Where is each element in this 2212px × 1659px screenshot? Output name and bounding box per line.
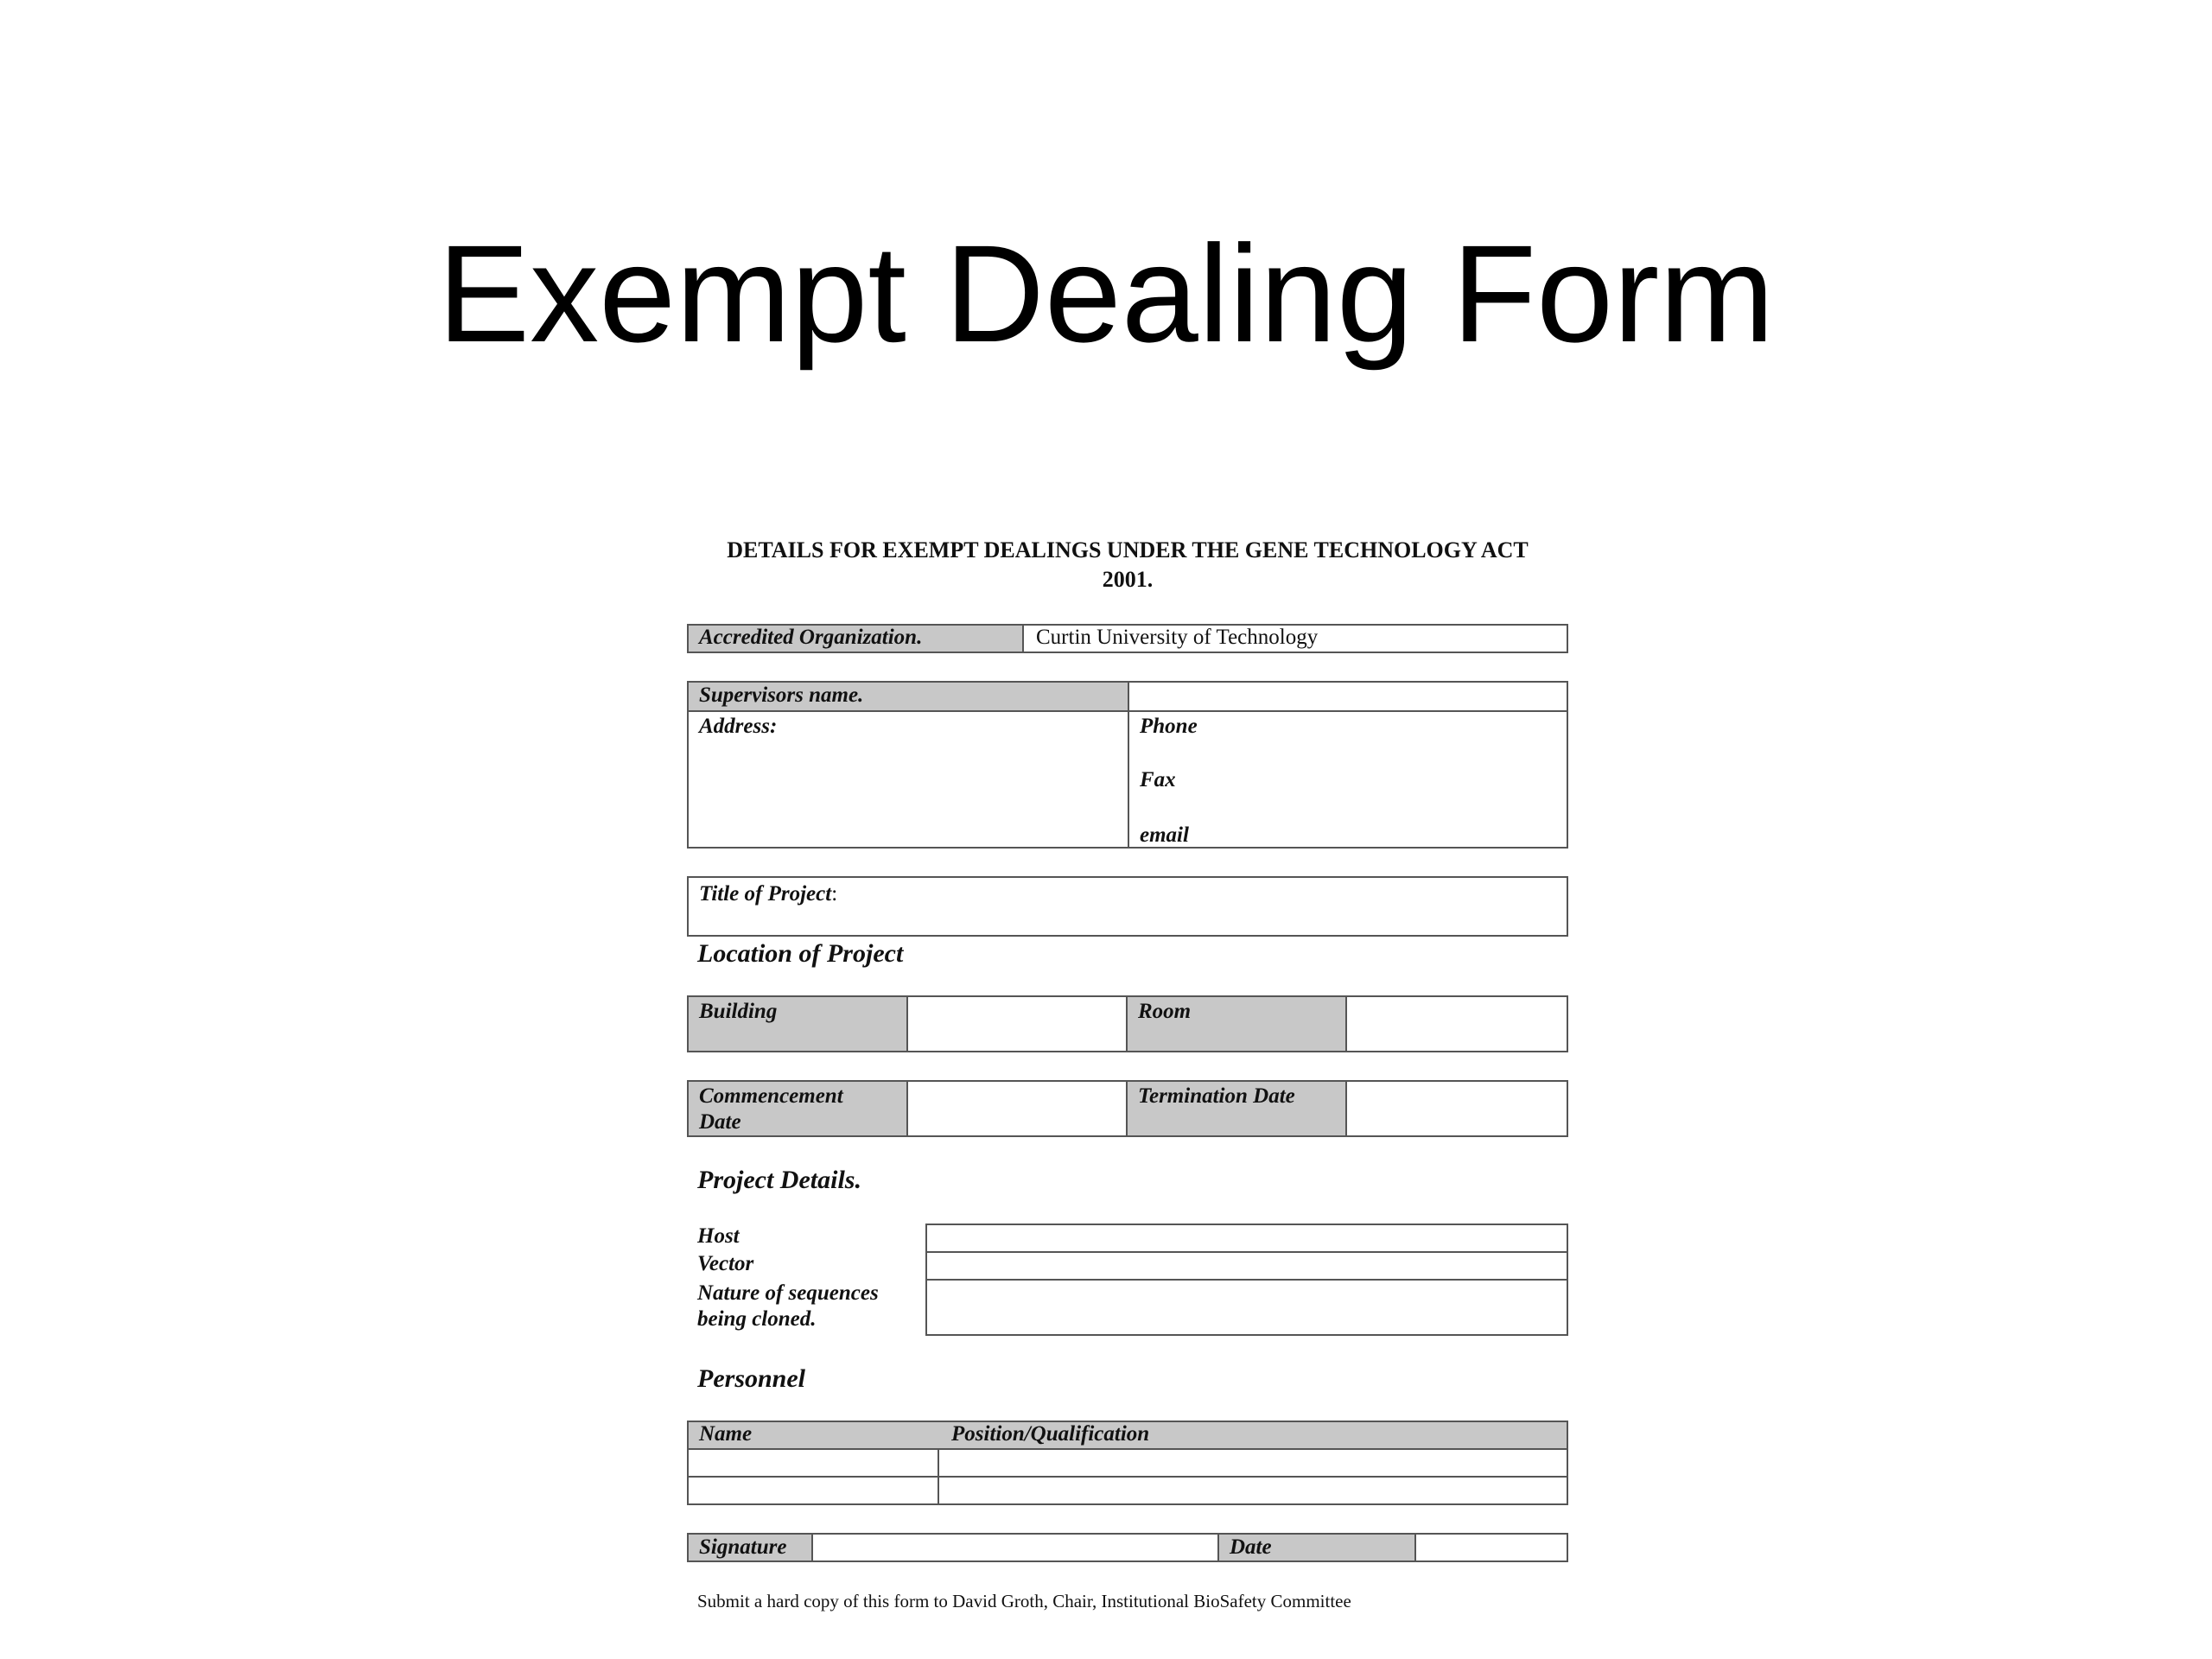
signature-field[interactable] [813, 1535, 1217, 1560]
commencement-date-field[interactable] [908, 1082, 1126, 1135]
commencement-date-label [689, 1082, 906, 1135]
nature-of-sequences-field[interactable] [925, 1279, 1568, 1336]
host-label: Host [697, 1224, 740, 1248]
personnel-name-field[interactable] [689, 1450, 936, 1476]
address-field[interactable] [689, 712, 1121, 847]
building-label: Building [689, 997, 906, 1051]
room-label: Room [1128, 997, 1345, 1051]
submission-note: Submit a hard copy of this form to David Groth, Chair, Institutional BioSafety Committee [697, 1591, 1351, 1611]
name-column-header: Name [699, 1422, 753, 1446]
host-field[interactable] [925, 1224, 1568, 1253]
personnel-position-field[interactable] [939, 1478, 1567, 1503]
termination-date-field[interactable] [1347, 1082, 1567, 1135]
personnel-heading: Personnel [697, 1364, 806, 1393]
email-label: email [1140, 823, 1189, 847]
fax-label: Fax [1140, 768, 1176, 791]
termination-date-label: Termination Date [1128, 1082, 1345, 1135]
accredited-organization-field[interactable]: Curtin University of Technology [1036, 626, 1319, 649]
date-field[interactable] [1416, 1535, 1567, 1560]
supervisor-name-label: Supervisors name. [689, 683, 1128, 710]
commencement-label-line-2: Date [699, 1110, 741, 1134]
personnel-name-field[interactable] [689, 1478, 936, 1503]
project-title-field[interactable] [687, 876, 1568, 937]
location-heading: Location of Project [697, 939, 904, 968]
personnel-position-field[interactable] [939, 1450, 1567, 1476]
vector-label: Vector [697, 1252, 754, 1275]
nature-label-line-2: being cloned. [697, 1307, 817, 1331]
position-column-header: Position/Qualification [951, 1422, 1150, 1446]
address-label: Address: [699, 715, 778, 738]
form-heading [687, 536, 1568, 594]
nature-label-line-1: Nature of sequences [697, 1281, 879, 1305]
form-heading-line-2: 2001. [1102, 567, 1154, 592]
vector-field[interactable] [925, 1251, 1568, 1281]
phone-label: Phone [1140, 715, 1198, 738]
form-heading-line-1: DETAILS FOR EXEMPT DEALINGS UNDER THE GENE TECHNOLOGY ACT [727, 537, 1529, 563]
date-label: Date [1219, 1535, 1414, 1560]
commencement-label-line-1: Commencement [699, 1084, 843, 1108]
supervisor-name-field[interactable] [1129, 683, 1567, 710]
room-field[interactable] [1347, 997, 1567, 1051]
signature-label: Signature [689, 1535, 811, 1560]
project-title-label: Title of Project [699, 882, 832, 906]
slide-title: Exempt Dealing Form [437, 216, 1775, 371]
project-title-colon: : [831, 882, 838, 906]
divider [1022, 624, 1024, 653]
nature-of-sequences-label [687, 1279, 912, 1334]
exempt-dealing-form [687, 536, 1568, 1650]
project-details-heading: Project Details. [697, 1166, 861, 1194]
accredited-organization-label: Accredited Organization. [689, 626, 1024, 652]
building-field[interactable] [908, 997, 1126, 1051]
